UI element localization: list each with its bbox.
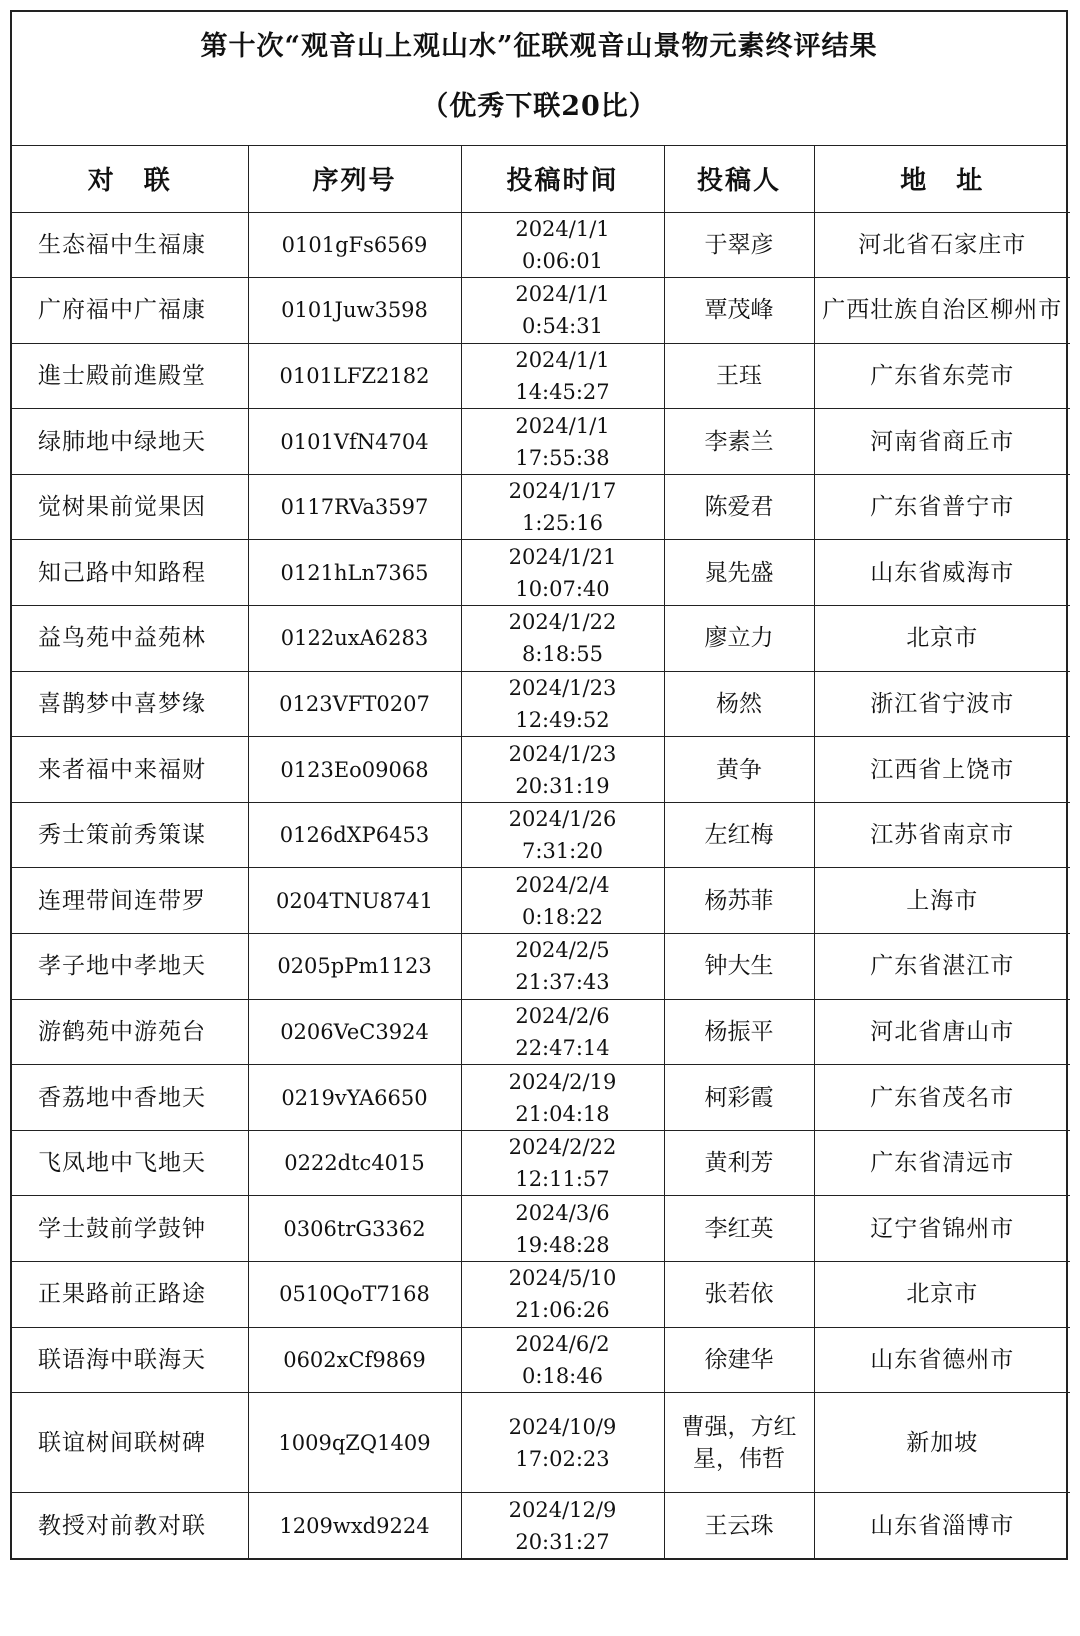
cell-author: 晁先盛 — [664, 540, 814, 606]
table-row — [12, 212, 1070, 278]
table-row — [12, 278, 1070, 344]
submit-clock-time: 0:18:46 — [522, 1363, 603, 1388]
cell-couplet: 益鸟苑中益苑林 — [12, 606, 248, 672]
submit-clock-time: 0:06:01 — [522, 248, 603, 273]
submit-clock-time: 8:18:55 — [522, 642, 603, 667]
cell-couplet: 進士殿前進殿堂 — [12, 343, 248, 409]
cell-couplet: 绿肺地中绿地天 — [12, 409, 248, 475]
cell-couplet: 学士鼓前学鼓钟 — [12, 1196, 248, 1262]
cell-address: 新加坡 — [814, 1393, 1070, 1493]
cell-address: 河北省石家庄市 — [814, 212, 1070, 278]
cell-author: 李素兰 — [664, 409, 814, 475]
cell-author: 左红梅 — [664, 802, 814, 868]
submit-clock-time: 21:37:43 — [515, 970, 610, 995]
cell-address: 北京市 — [814, 1262, 1070, 1328]
cell-couplet: 广府福中广福康 — [12, 278, 248, 344]
cell-serial: 0204TNU8741 — [248, 868, 461, 934]
cell-author: 黄争 — [664, 737, 814, 803]
cell-serial: 0123VFT0207 — [248, 671, 461, 737]
submit-date: 2024/1/23 — [508, 675, 617, 700]
cell-address: 广东省茂名市 — [814, 1065, 1070, 1131]
document-title: 第十次“观音山上观山水”征联观音山景物元素终评结果 — [200, 31, 878, 62]
cell-serial: 0101Juw3598 — [248, 278, 461, 344]
cell-couplet: 正果路前正路途 — [12, 1262, 248, 1328]
cell-serial: 1009qZQ1409 — [248, 1393, 461, 1493]
table-row — [12, 802, 1070, 868]
cell-serial: 0306trG3362 — [248, 1196, 461, 1262]
cell-submit-time — [461, 606, 664, 672]
cell-address: 广东省清远市 — [814, 1130, 1070, 1196]
cell-serial: 0101VfN4704 — [248, 409, 461, 475]
cell-serial: 1209wxd9224 — [248, 1493, 461, 1559]
submit-date: 2024/12/9 — [508, 1497, 617, 1522]
cell-address: 山东省淄博市 — [814, 1493, 1070, 1559]
cell-submit-time — [461, 802, 664, 868]
cell-submit-time — [461, 278, 664, 344]
header-address: 地 址 — [814, 146, 1070, 212]
cell-author: 黄利芳 — [664, 1130, 814, 1196]
cell-submit-time — [461, 540, 664, 606]
cell-submit-time — [461, 409, 664, 475]
table-row — [12, 999, 1070, 1065]
cell-couplet: 教授对前教对联 — [12, 1493, 248, 1559]
cell-address: 江苏省南京市 — [814, 802, 1070, 868]
cell-address: 浙江省宁波市 — [814, 671, 1070, 737]
cell-author: 钟大生 — [664, 934, 814, 1000]
submit-date: 2024/3/6 — [515, 1200, 610, 1225]
cell-submit-time — [461, 1196, 664, 1262]
cell-submit-time — [461, 212, 664, 278]
cell-couplet: 秀士策前秀策谋 — [12, 802, 248, 868]
cell-author: 廖立力 — [664, 606, 814, 672]
submit-clock-time: 10:07:40 — [515, 576, 610, 601]
cell-address: 辽宁省锦州市 — [814, 1196, 1070, 1262]
cell-couplet: 喜鹊梦中喜梦缘 — [12, 671, 248, 737]
cell-serial: 0126dXP6453 — [248, 802, 461, 868]
cell-submit-time — [461, 868, 664, 934]
results-table — [12, 146, 1070, 1558]
cell-couplet: 生态福中生福康 — [12, 212, 248, 278]
submit-clock-time: 7:31:20 — [522, 839, 603, 864]
cell-address: 北京市 — [814, 606, 1070, 672]
cell-author: 覃茂峰 — [664, 278, 814, 344]
cell-submit-time — [461, 999, 664, 1065]
cell-address: 江西省上饶市 — [814, 737, 1070, 803]
cell-submit-time — [461, 1327, 664, 1393]
cell-author: 柯彩霞 — [664, 1065, 814, 1131]
submit-clock-time: 21:04:18 — [515, 1101, 610, 1126]
submit-clock-time: 21:06:26 — [515, 1298, 610, 1323]
table-row — [12, 1130, 1070, 1196]
cell-couplet: 知己路中知路程 — [12, 540, 248, 606]
cell-serial: 0510QoT7168 — [248, 1262, 461, 1328]
table-row — [12, 1327, 1070, 1393]
cell-address: 广东省普宁市 — [814, 474, 1070, 540]
submit-clock-time: 22:47:14 — [515, 1035, 610, 1060]
submit-clock-time: 20:31:27 — [515, 1529, 610, 1554]
cell-author: 徐建华 — [664, 1327, 814, 1393]
submit-clock-time: 0:54:31 — [522, 314, 603, 339]
cell-couplet: 孝子地中孝地天 — [12, 934, 248, 1000]
submit-date: 2024/2/4 — [515, 872, 610, 897]
cell-address: 广西壮族自治区柳州市 — [814, 278, 1070, 344]
submit-clock-time: 20:31:19 — [515, 773, 610, 798]
cell-author: 于翠彦 — [664, 212, 814, 278]
header-serial: 序列号 — [248, 146, 461, 212]
results-document — [10, 10, 1068, 1560]
submit-clock-time: 14:45:27 — [515, 379, 610, 404]
submit-date: 2024/1/26 — [508, 807, 617, 832]
cell-author: 王云珠 — [664, 1493, 814, 1559]
submit-date: 2024/5/10 — [508, 1266, 617, 1291]
cell-couplet: 觉树果前觉果因 — [12, 474, 248, 540]
submit-clock-time: 12:49:52 — [515, 707, 610, 732]
cell-submit-time — [461, 737, 664, 803]
cell-author: 陈爱君 — [664, 474, 814, 540]
title-block — [12, 12, 1066, 146]
cell-submit-time — [461, 343, 664, 409]
submit-date: 2024/2/19 — [508, 1069, 617, 1094]
cell-serial: 0122uxA6283 — [248, 606, 461, 672]
table-body — [12, 212, 1070, 1558]
cell-address: 山东省德州市 — [814, 1327, 1070, 1393]
submit-clock-time: 0:18:22 — [522, 904, 603, 929]
cell-author: 张若依 — [664, 1262, 814, 1328]
cell-submit-time — [461, 671, 664, 737]
cell-couplet: 游鹤苑中游苑台 — [12, 999, 248, 1065]
cell-address: 上海市 — [814, 868, 1070, 934]
document-subtitle: （优秀下联20比） — [421, 91, 657, 122]
cell-submit-time — [461, 474, 664, 540]
cell-submit-time — [461, 1393, 664, 1493]
submit-date: 2024/2/22 — [508, 1135, 617, 1160]
cell-serial: 0101LFZ2182 — [248, 343, 461, 409]
cell-couplet: 香荔地中香地天 — [12, 1065, 248, 1131]
cell-serial: 0101gFs6569 — [248, 212, 461, 278]
cell-submit-time — [461, 1065, 664, 1131]
cell-address: 河南省商丘市 — [814, 409, 1070, 475]
submit-date: 2024/1/23 — [508, 741, 617, 766]
submit-clock-time: 17:55:38 — [515, 445, 610, 470]
table-row — [12, 409, 1070, 475]
submit-date: 2024/10/9 — [508, 1414, 617, 1439]
cell-submit-time — [461, 1262, 664, 1328]
cell-author: 杨苏菲 — [664, 868, 814, 934]
cell-serial: 0123Eo09068 — [248, 737, 461, 803]
table-row — [12, 1065, 1070, 1131]
submit-date: 2024/6/2 — [515, 1331, 610, 1356]
submit-clock-time: 19:48:28 — [515, 1232, 610, 1257]
cell-address: 广东省东莞市 — [814, 343, 1070, 409]
cell-author: 曹强，方红星，伟哲 — [664, 1393, 814, 1493]
header-author: 投稿人 — [664, 146, 814, 212]
cell-couplet: 来者福中来福财 — [12, 737, 248, 803]
table-row — [12, 671, 1070, 737]
cell-serial: 0117RVa3597 — [248, 474, 461, 540]
table-row — [12, 1393, 1070, 1493]
table-row — [12, 1196, 1070, 1262]
submit-date: 2024/1/1 — [515, 282, 610, 307]
cell-submit-time — [461, 934, 664, 1000]
submit-date: 2024/1/1 — [515, 413, 610, 438]
table-row — [12, 934, 1070, 1000]
cell-author: 李红英 — [664, 1196, 814, 1262]
cell-author: 杨然 — [664, 671, 814, 737]
submit-clock-time: 1:25:16 — [522, 511, 603, 536]
table-row — [12, 343, 1070, 409]
cell-couplet: 飞凤地中飞地天 — [12, 1130, 248, 1196]
table-row — [12, 606, 1070, 672]
table-row — [12, 1262, 1070, 1328]
submit-date: 2024/1/22 — [508, 610, 617, 635]
cell-serial: 0206VeC3924 — [248, 999, 461, 1065]
cell-address: 广东省湛江市 — [814, 934, 1070, 1000]
cell-serial: 0602xCf9869 — [248, 1327, 461, 1393]
table-row — [12, 737, 1070, 803]
cell-author: 杨振平 — [664, 999, 814, 1065]
submit-clock-time: 17:02:23 — [515, 1446, 610, 1471]
table-row — [12, 1493, 1070, 1559]
cell-submit-time — [461, 1130, 664, 1196]
submit-date: 2024/1/21 — [508, 544, 617, 569]
cell-author: 王珏 — [664, 343, 814, 409]
table-row — [12, 868, 1070, 934]
submit-date: 2024/1/17 — [508, 479, 617, 504]
submit-date: 2024/2/6 — [515, 1003, 610, 1028]
cell-address: 山东省威海市 — [814, 540, 1070, 606]
header-submit-time: 投稿时间 — [461, 146, 664, 212]
cell-couplet: 连理带间连带罗 — [12, 868, 248, 934]
submit-date: 2024/2/5 — [515, 938, 610, 963]
submit-date: 2024/1/1 — [515, 216, 610, 241]
cell-submit-time — [461, 1493, 664, 1559]
table-header-row — [12, 146, 1070, 212]
table-row — [12, 540, 1070, 606]
table-row — [12, 474, 1070, 540]
cell-couplet: 联谊树间联树碑 — [12, 1393, 248, 1493]
submit-date: 2024/1/1 — [515, 347, 610, 372]
cell-serial: 0219vYA6650 — [248, 1065, 461, 1131]
submit-clock-time: 12:11:57 — [515, 1167, 610, 1192]
cell-serial: 0121hLn7365 — [248, 540, 461, 606]
cell-address: 河北省唐山市 — [814, 999, 1070, 1065]
cell-serial: 0205pPm1123 — [248, 934, 461, 1000]
cell-couplet: 联语海中联海天 — [12, 1327, 248, 1393]
header-couplet: 对 联 — [12, 146, 248, 212]
cell-serial: 0222dtc4015 — [248, 1130, 461, 1196]
